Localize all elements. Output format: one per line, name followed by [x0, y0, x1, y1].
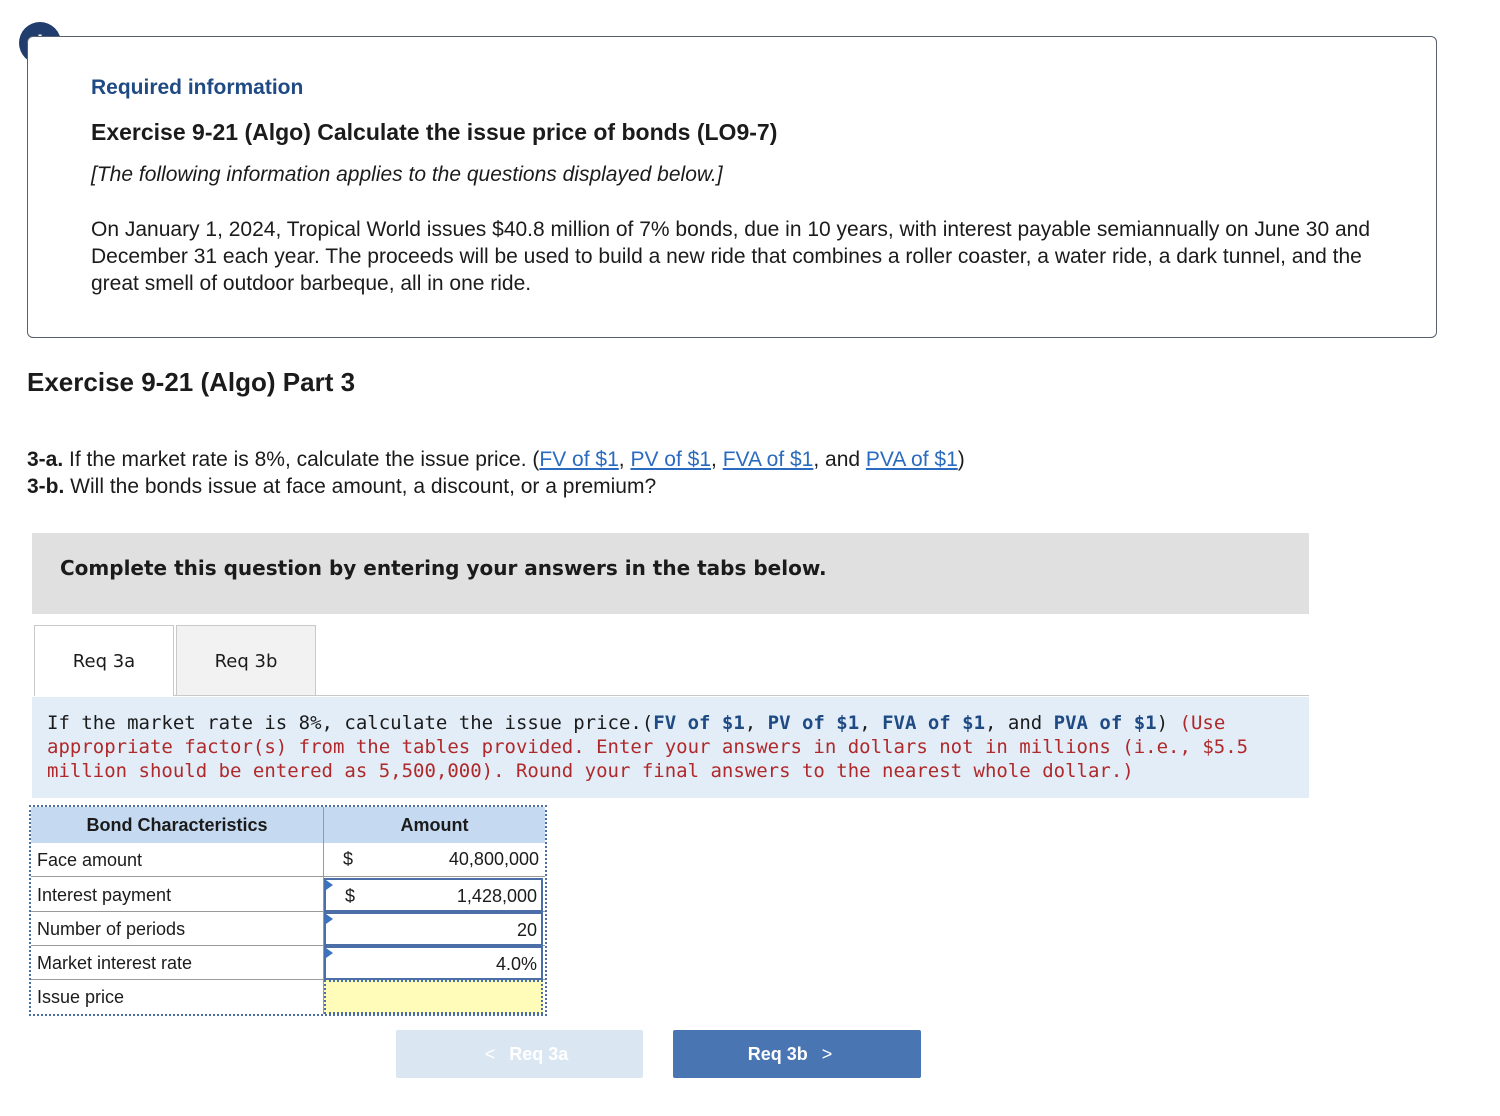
face-amount-text: 40,800,000: [448, 849, 539, 869]
close-paren: ): [957, 448, 965, 471]
sep: ,: [618, 448, 631, 471]
dollar-sign: $: [343, 849, 354, 869]
tab-req-3b[interactable]: Req 3b: [176, 625, 316, 696]
row-label-number-of-periods: Number of periods: [37, 919, 186, 939]
fv-table-link[interactable]: FV of $1: [539, 448, 619, 471]
pva-ref: PVA of $1: [1053, 712, 1157, 734]
issue-price-input[interactable]: [324, 980, 543, 1014]
next-req-label: Req 3b: [747, 1044, 808, 1064]
number-of-periods-text: 20: [516, 920, 537, 940]
complete-instruction-text: Complete this question by entering your answers in the tabs below.: [60, 556, 827, 580]
tab-divider: [174, 695, 1309, 696]
next-req-button[interactable]: [673, 1030, 921, 1078]
pv-ref: PV of $1: [767, 712, 860, 734]
chevron-right-icon: >: [821, 1044, 833, 1064]
pv-table-link[interactable]: PV of $1: [630, 448, 712, 471]
column-header-amount: Amount: [324, 807, 545, 843]
complete-instruction-bar: [32, 533, 1309, 614]
required-information-box: [27, 36, 1437, 338]
questions-block: [27, 446, 965, 500]
sep: ,: [711, 448, 723, 471]
fva-table-link[interactable]: FVA of $1: [722, 448, 814, 471]
prev-req-label: Req 3a: [509, 1044, 569, 1064]
pva-table-link[interactable]: PVA of $1: [865, 448, 958, 471]
exercise-title: Exercise 9-21 (Algo) Calculate the issue price of bonds (LO9-7): [91, 119, 778, 145]
row-label-market-interest-rate: Market interest rate: [37, 953, 193, 973]
required-information-heading: Required information: [91, 76, 304, 99]
answer-marker-icon: [326, 880, 333, 890]
scenario-text: On January 1, 2024, Tropical World issues $40.8 million of 7% bonds, due in 10 years, with interest payable semiannually on June 30 and December 31 each year. The proceeds will be used to build a new ride that combines a roller coaster, a water ride, a dark tunnel, and the great smell of outdoor barbeque, all in one ride.: [91, 218, 1371, 295]
column-header-bond-characteristics: Bond Characteristics: [31, 807, 323, 843]
bond-characteristics-table: [29, 805, 547, 1016]
interest-payment-text: 1,428,000: [456, 886, 537, 906]
question-3b-text: Will the bonds issue at face amount, a discount, or a premium?: [64, 475, 657, 498]
face-amount-value: [324, 843, 543, 877]
row-label-interest-payment: Interest payment: [37, 885, 172, 905]
market-interest-rate-text: 4.0%: [495, 954, 537, 974]
sep: , and: [985, 712, 1054, 734]
sep: ,: [859, 712, 883, 734]
number-of-periods-input[interactable]: [324, 912, 543, 946]
question-3a-label: 3-a.: [27, 448, 64, 471]
sep: ,: [744, 712, 768, 734]
dollar-sign: $: [345, 886, 356, 906]
sep: , and: [813, 448, 866, 471]
applies-note: [The following information applies to the questions displayed below.]: [91, 163, 723, 186]
close-paren: ): [1156, 712, 1169, 734]
fv-ref: FV of $1: [653, 712, 745, 734]
question-3a: [27, 446, 965, 473]
row-label-issue-price: Issue price: [37, 987, 125, 1007]
question-3a-text: If the market rate is 8%, calculate the issue price. (: [63, 448, 540, 471]
row-label-face-amount: Face amount: [37, 850, 143, 870]
interest-payment-input[interactable]: [324, 878, 543, 912]
question-3b: [27, 473, 965, 500]
answer-marker-icon: [326, 948, 333, 958]
answer-marker-icon: [326, 914, 333, 924]
instruction-lead: If the market rate is 8%, calculate the issue price.(: [47, 712, 654, 734]
question-3b-label: 3-b.: [27, 475, 65, 498]
tab-req-3a[interactable]: Req 3a: [34, 625, 174, 696]
chevron-left-icon: <: [484, 1044, 496, 1064]
prev-req-button: [396, 1030, 643, 1078]
fva-ref: FVA of $1: [882, 712, 986, 734]
instruction-panel: [32, 697, 1309, 798]
market-interest-rate-input[interactable]: [324, 946, 543, 980]
instruction-note: (Use appropriate factor(s) from the tables provided. Enter your answers in dollars not in millions (i.e., $5.5 million should be entered as 5,500,000). Round your final answers to the nearest whole dollar.): [47, 712, 1249, 782]
part-title: Exercise 9-21 (Algo) Part 3: [27, 367, 356, 397]
